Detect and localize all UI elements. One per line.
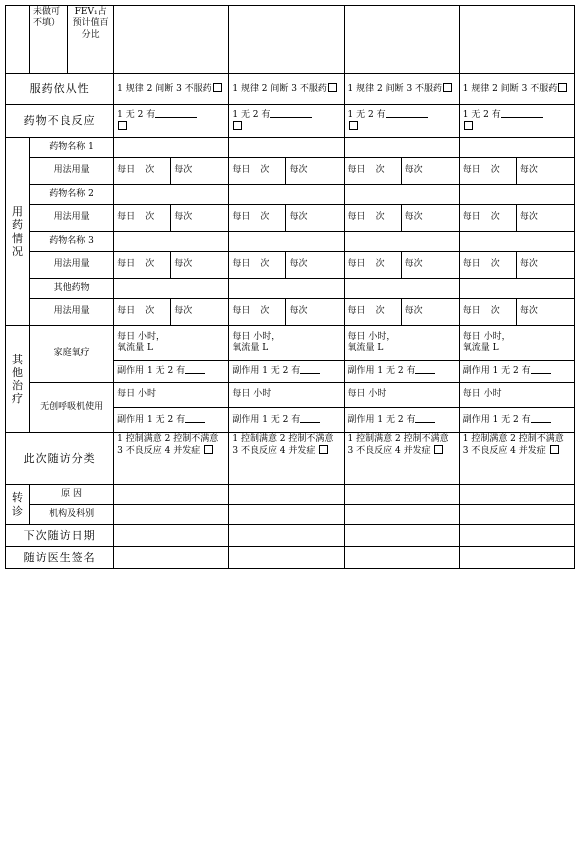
classification-text: 1 控制满意 2 控制不满意 3 不良反应 4 并发症 bbox=[117, 434, 219, 457]
daily-cell[interactable] bbox=[114, 158, 171, 185]
times-text: 次 bbox=[490, 306, 500, 317]
oxygen-hours: 每日 小时， bbox=[462, 331, 511, 342]
referral-dept-row bbox=[6, 505, 575, 525]
each-text: 每次 bbox=[519, 306, 538, 317]
checkbox[interactable] bbox=[434, 445, 443, 454]
side-effect-text: 副作用 1 无 2 有 bbox=[117, 414, 186, 425]
daily-text: 每日 bbox=[232, 165, 251, 176]
adverse-options[interactable] bbox=[459, 105, 574, 138]
times-text: 次 bbox=[375, 165, 385, 176]
daily-cell[interactable] bbox=[344, 299, 401, 326]
daily-text: 每日 bbox=[462, 259, 481, 270]
niv-cell[interactable] bbox=[229, 383, 344, 408]
oxygen-flow: 氧流量 L bbox=[232, 343, 269, 353]
daily-cell[interactable] bbox=[459, 158, 516, 185]
referral-reason-cell[interactable] bbox=[229, 485, 344, 505]
side-effect-text: 副作用 1 无 2 有 bbox=[347, 366, 416, 377]
med-name-cell[interactable] bbox=[344, 279, 459, 299]
blank-line[interactable] bbox=[300, 365, 320, 374]
daily-cell[interactable] bbox=[459, 252, 516, 279]
times-text: 次 bbox=[145, 306, 155, 317]
compliance-text: 1 规律 2 间断 3 不服药 bbox=[347, 83, 443, 94]
niv-cell[interactable] bbox=[344, 383, 459, 408]
oxygen-flow: 氧流量 L bbox=[347, 343, 384, 353]
medication-section-label: 用药情况 bbox=[6, 138, 30, 326]
each-text: 每次 bbox=[404, 259, 423, 270]
next-date-label: 下次随访日期 bbox=[6, 525, 114, 547]
each-text: 每次 bbox=[404, 212, 423, 223]
daily-text: 每日 bbox=[462, 212, 481, 223]
each-cell[interactable] bbox=[286, 299, 344, 326]
daily-text: 每日 bbox=[347, 212, 366, 223]
times-text: 次 bbox=[375, 306, 385, 317]
daily-cell[interactable] bbox=[344, 252, 401, 279]
each-text: 每次 bbox=[404, 165, 423, 176]
oxygen-hours: 每日 小时， bbox=[117, 331, 166, 342]
each-cell[interactable] bbox=[401, 158, 459, 185]
side-effect-cell[interactable] bbox=[114, 361, 229, 383]
each-text: 每次 bbox=[289, 212, 308, 223]
side-effect-text: 副作用 1 无 2 有 bbox=[232, 414, 301, 425]
daily-text: 每日 bbox=[117, 165, 136, 176]
referral-dept-cell[interactable] bbox=[229, 505, 344, 525]
each-cell[interactable] bbox=[286, 158, 344, 185]
niv-hours: 每日 小时 bbox=[232, 389, 272, 400]
niv-hours: 每日 小时 bbox=[462, 389, 502, 400]
med-name-cell[interactable] bbox=[459, 232, 574, 252]
side-effect-cell[interactable] bbox=[229, 361, 344, 383]
doctor-sign-cell[interactable] bbox=[229, 547, 344, 569]
doctor-sign-row bbox=[6, 547, 575, 569]
referral-dept-label: 机构及科别 bbox=[30, 505, 114, 525]
oxygen-row bbox=[6, 326, 575, 361]
times-text: 次 bbox=[145, 259, 155, 270]
times-text: 次 bbox=[260, 212, 270, 223]
med1-name-label: 药物名称 1 bbox=[30, 138, 114, 158]
followup-form-table bbox=[5, 5, 575, 569]
daily-cell[interactable] bbox=[114, 205, 171, 232]
adverse-options[interactable] bbox=[229, 105, 344, 138]
daily-cell[interactable] bbox=[229, 158, 286, 185]
niv-cell[interactable] bbox=[459, 383, 574, 408]
times-text: 次 bbox=[375, 212, 385, 223]
med3-name-row bbox=[6, 232, 575, 252]
side-effect-text: 副作用 1 无 2 有 bbox=[117, 366, 186, 377]
blank-cell bbox=[6, 6, 30, 74]
times-text: 次 bbox=[260, 306, 270, 317]
med-name-cell[interactable] bbox=[459, 185, 574, 205]
each-cell[interactable] bbox=[286, 205, 344, 232]
referral-dept-cell[interactable] bbox=[114, 505, 229, 525]
daily-cell[interactable] bbox=[344, 205, 401, 232]
classification-text: 1 控制满意 2 控制不满意 3 不良反应 4 并发症 bbox=[232, 434, 334, 457]
referral-reason-cell[interactable] bbox=[344, 485, 459, 505]
each-cell[interactable] bbox=[286, 252, 344, 279]
times-text: 次 bbox=[490, 212, 500, 223]
med-name-cell[interactable] bbox=[344, 185, 459, 205]
daily-text: 每日 bbox=[347, 259, 366, 270]
compliance-options[interactable] bbox=[344, 74, 459, 105]
other-treatment-label: 其他治疗 bbox=[6, 326, 30, 433]
next-date-cell[interactable] bbox=[229, 525, 344, 547]
compliance-text: 1 规律 2 间断 3 不服药 bbox=[117, 83, 212, 94]
each-text: 每次 bbox=[174, 259, 193, 270]
side-effect-cell[interactable] bbox=[344, 408, 459, 433]
oxygen-cell[interactable] bbox=[459, 326, 574, 361]
checkbox[interactable] bbox=[233, 121, 242, 130]
other-med-name-row bbox=[6, 279, 575, 299]
fev-label: FEV₁占预计值百分比 bbox=[68, 6, 114, 74]
daily-text: 每日 bbox=[232, 306, 251, 317]
referral-dept-cell[interactable] bbox=[344, 505, 459, 525]
med-name-cell[interactable] bbox=[114, 185, 229, 205]
referral-dept-cell[interactable] bbox=[459, 505, 574, 525]
each-cell[interactable] bbox=[401, 205, 459, 232]
med-name-cell[interactable] bbox=[114, 138, 229, 158]
oxygen-flow: 氧流量 L bbox=[462, 343, 499, 353]
med-name-cell[interactable] bbox=[114, 279, 229, 299]
oxygen-flow: 氧流量 L bbox=[117, 343, 154, 353]
each-cell[interactable] bbox=[171, 252, 229, 279]
med-name-cell[interactable] bbox=[114, 232, 229, 252]
med-name-cell[interactable] bbox=[229, 185, 344, 205]
times-text: 次 bbox=[490, 165, 500, 176]
blank-line[interactable] bbox=[270, 109, 312, 118]
side-effect-text: 副作用 1 无 2 有 bbox=[347, 414, 416, 425]
each-cell[interactable] bbox=[516, 158, 574, 185]
daily-text: 每日 bbox=[232, 259, 251, 270]
each-text: 每次 bbox=[289, 165, 308, 176]
daily-text: 每日 bbox=[347, 306, 366, 317]
checkbox[interactable] bbox=[118, 121, 127, 130]
times-text: 次 bbox=[260, 165, 270, 176]
daily-text: 每日 bbox=[117, 306, 136, 317]
times-text: 次 bbox=[490, 259, 500, 270]
daily-cell[interactable] bbox=[229, 252, 286, 279]
side-effect-cell[interactable] bbox=[344, 361, 459, 383]
blank-line[interactable] bbox=[185, 365, 205, 374]
visit-3-fev-cell[interactable] bbox=[344, 6, 459, 74]
header-row bbox=[6, 6, 575, 74]
classification-label: 此次随访分类 bbox=[6, 433, 114, 485]
blank-line[interactable] bbox=[386, 109, 428, 118]
oxygen-hours: 每日 小时， bbox=[347, 331, 396, 342]
times-text: 次 bbox=[145, 212, 155, 223]
each-text: 每次 bbox=[404, 306, 423, 317]
doctor-sign-cell[interactable] bbox=[114, 547, 229, 569]
daily-cell[interactable] bbox=[114, 252, 171, 279]
side-effect-cell[interactable] bbox=[459, 408, 574, 433]
adverse-row bbox=[6, 105, 575, 138]
daily-text: 每日 bbox=[347, 165, 366, 176]
side-effect-text: 副作用 1 无 2 有 bbox=[462, 366, 531, 377]
checkbox[interactable] bbox=[550, 445, 559, 454]
each-cell[interactable] bbox=[516, 205, 574, 232]
referral-label: 转诊 bbox=[6, 485, 30, 525]
checkbox[interactable] bbox=[319, 445, 328, 454]
compliance-text: 1 规律 2 间断 3 不服药 bbox=[462, 83, 558, 94]
adverse-text: 1 无 2 有 bbox=[232, 109, 271, 120]
adverse-text: 1 无 2 有 bbox=[347, 109, 386, 120]
adverse-options[interactable] bbox=[114, 105, 229, 138]
oxygen-cell[interactable] bbox=[344, 326, 459, 361]
oxygen-hours: 每日 小时， bbox=[232, 331, 281, 342]
adverse-options[interactable] bbox=[344, 105, 459, 138]
blank-line[interactable] bbox=[155, 109, 197, 118]
med-name-cell[interactable] bbox=[344, 138, 459, 158]
blank-line[interactable] bbox=[415, 414, 435, 423]
checkbox[interactable] bbox=[213, 83, 222, 92]
daily-cell[interactable] bbox=[459, 205, 516, 232]
niv-hours: 每日 小时 bbox=[347, 389, 387, 400]
compliance-text: 1 规律 2 间断 3 不服药 bbox=[232, 83, 327, 94]
classification-row bbox=[6, 433, 575, 485]
side-effect-text: 副作用 1 无 2 有 bbox=[232, 366, 301, 377]
visit-2-fev-cell[interactable] bbox=[229, 6, 344, 74]
classification-text: 1 控制满意 2 控制不满意 3 不良反应 4 并发症 bbox=[462, 434, 564, 457]
each-text: 每次 bbox=[174, 306, 193, 317]
daily-text: 每日 bbox=[232, 212, 251, 223]
next-date-row bbox=[6, 525, 575, 547]
blank-line[interactable] bbox=[300, 414, 320, 423]
med-name-cell[interactable] bbox=[459, 138, 574, 158]
each-cell[interactable] bbox=[171, 205, 229, 232]
med2-name-row bbox=[6, 185, 575, 205]
compliance-row bbox=[6, 74, 575, 105]
each-cell[interactable] bbox=[516, 299, 574, 326]
checkbox[interactable] bbox=[464, 121, 473, 130]
next-date-cell[interactable] bbox=[459, 525, 574, 547]
blank-line[interactable] bbox=[531, 365, 551, 374]
daily-cell[interactable] bbox=[229, 205, 286, 232]
compliance-options[interactable] bbox=[114, 74, 229, 105]
niv-hours: 每日 小时 bbox=[117, 389, 157, 400]
daily-text: 每日 bbox=[117, 259, 136, 270]
daily-cell[interactable] bbox=[459, 299, 516, 326]
adverse-text: 1 无 2 有 bbox=[117, 109, 156, 120]
med-name-cell[interactable] bbox=[344, 232, 459, 252]
med-name-cell[interactable] bbox=[229, 232, 344, 252]
daily-text: 每日 bbox=[462, 165, 481, 176]
side-effect-cell[interactable] bbox=[114, 408, 229, 433]
checkbox[interactable] bbox=[443, 83, 452, 92]
checkbox[interactable] bbox=[204, 445, 213, 454]
compliance-options[interactable] bbox=[459, 74, 574, 105]
oxygen-cell[interactable] bbox=[114, 326, 229, 361]
each-cell[interactable] bbox=[401, 299, 459, 326]
each-text: 每次 bbox=[174, 212, 193, 223]
med2-usage-row bbox=[6, 205, 575, 232]
next-date-cell[interactable] bbox=[114, 525, 229, 547]
doctor-sign-label: 随访医生签名 bbox=[6, 547, 114, 569]
checkbox[interactable] bbox=[558, 83, 567, 92]
referral-reason-cell[interactable] bbox=[459, 485, 574, 505]
other-med-label: 其他药物 bbox=[30, 279, 114, 299]
classification-cell[interactable] bbox=[344, 433, 459, 485]
each-cell[interactable] bbox=[171, 299, 229, 326]
each-text: 每次 bbox=[174, 165, 193, 176]
each-text: 每次 bbox=[289, 306, 308, 317]
classification-cell[interactable] bbox=[114, 433, 229, 485]
daily-cell[interactable] bbox=[114, 299, 171, 326]
oxygen-cell[interactable] bbox=[229, 326, 344, 361]
blank-line[interactable] bbox=[415, 365, 435, 374]
not-done-note: 未做可不填） bbox=[30, 6, 68, 74]
med-name-cell[interactable] bbox=[229, 138, 344, 158]
med-name-cell[interactable] bbox=[229, 279, 344, 299]
adverse-text: 1 无 2 有 bbox=[462, 109, 501, 120]
each-cell[interactable] bbox=[516, 252, 574, 279]
usage-label: 用法用量 bbox=[30, 205, 114, 232]
times-text: 次 bbox=[260, 259, 270, 270]
niv-label: 无创呼吸机使用 bbox=[30, 383, 114, 433]
blank-line[interactable] bbox=[185, 414, 205, 423]
med2-name-label: 药物名称 2 bbox=[30, 185, 114, 205]
each-cell[interactable] bbox=[171, 158, 229, 185]
med1-usage-row bbox=[6, 158, 575, 185]
visit-4-fev-cell[interactable] bbox=[459, 6, 574, 74]
med3-usage-row bbox=[6, 252, 575, 279]
each-text: 每次 bbox=[519, 212, 538, 223]
compliance-label: 服药依从性 bbox=[6, 74, 114, 105]
checkbox[interactable] bbox=[328, 83, 337, 92]
med3-name-label: 药物名称 3 bbox=[30, 232, 114, 252]
each-cell[interactable] bbox=[401, 252, 459, 279]
daily-cell[interactable] bbox=[344, 158, 401, 185]
side-effect-cell[interactable] bbox=[459, 361, 574, 383]
side-effect-cell[interactable] bbox=[229, 408, 344, 433]
adverse-label: 药物不良反应 bbox=[6, 105, 114, 138]
referral-reason-row bbox=[6, 485, 575, 505]
next-date-cell[interactable] bbox=[344, 525, 459, 547]
times-text: 次 bbox=[375, 259, 385, 270]
niv-cell[interactable] bbox=[114, 383, 229, 408]
classification-text: 1 控制满意 2 控制不满意 3 不良反应 4 并发症 bbox=[347, 434, 449, 457]
each-text: 每次 bbox=[519, 165, 538, 176]
each-text: 每次 bbox=[289, 259, 308, 270]
oxygen-label: 家庭氧疗 bbox=[30, 326, 114, 383]
daily-text: 每日 bbox=[117, 212, 136, 223]
blank-line[interactable] bbox=[501, 109, 543, 118]
checkbox[interactable] bbox=[349, 121, 358, 130]
classification-cell[interactable] bbox=[229, 433, 344, 485]
each-text: 每次 bbox=[519, 259, 538, 270]
daily-text: 每日 bbox=[462, 306, 481, 317]
compliance-options[interactable] bbox=[229, 74, 344, 105]
classification-cell[interactable] bbox=[459, 433, 574, 485]
usage-label: 用法用量 bbox=[30, 299, 114, 326]
visit-1-fev-cell[interactable] bbox=[114, 6, 229, 74]
referral-reason-label: 原 因 bbox=[30, 485, 114, 505]
med1-name-row bbox=[6, 138, 575, 158]
doctor-sign-cell[interactable] bbox=[459, 547, 574, 569]
med-name-cell[interactable] bbox=[459, 279, 574, 299]
usage-label: 用法用量 bbox=[30, 158, 114, 185]
niv-row bbox=[6, 383, 575, 408]
side-effect-text: 副作用 1 无 2 有 bbox=[462, 414, 531, 425]
daily-cell[interactable] bbox=[229, 299, 286, 326]
blank-line[interactable] bbox=[531, 414, 551, 423]
usage-label: 用法用量 bbox=[30, 252, 114, 279]
referral-reason-cell[interactable] bbox=[114, 485, 229, 505]
times-text: 次 bbox=[145, 165, 155, 176]
other-med-usage-row bbox=[6, 299, 575, 326]
doctor-sign-cell[interactable] bbox=[344, 547, 459, 569]
